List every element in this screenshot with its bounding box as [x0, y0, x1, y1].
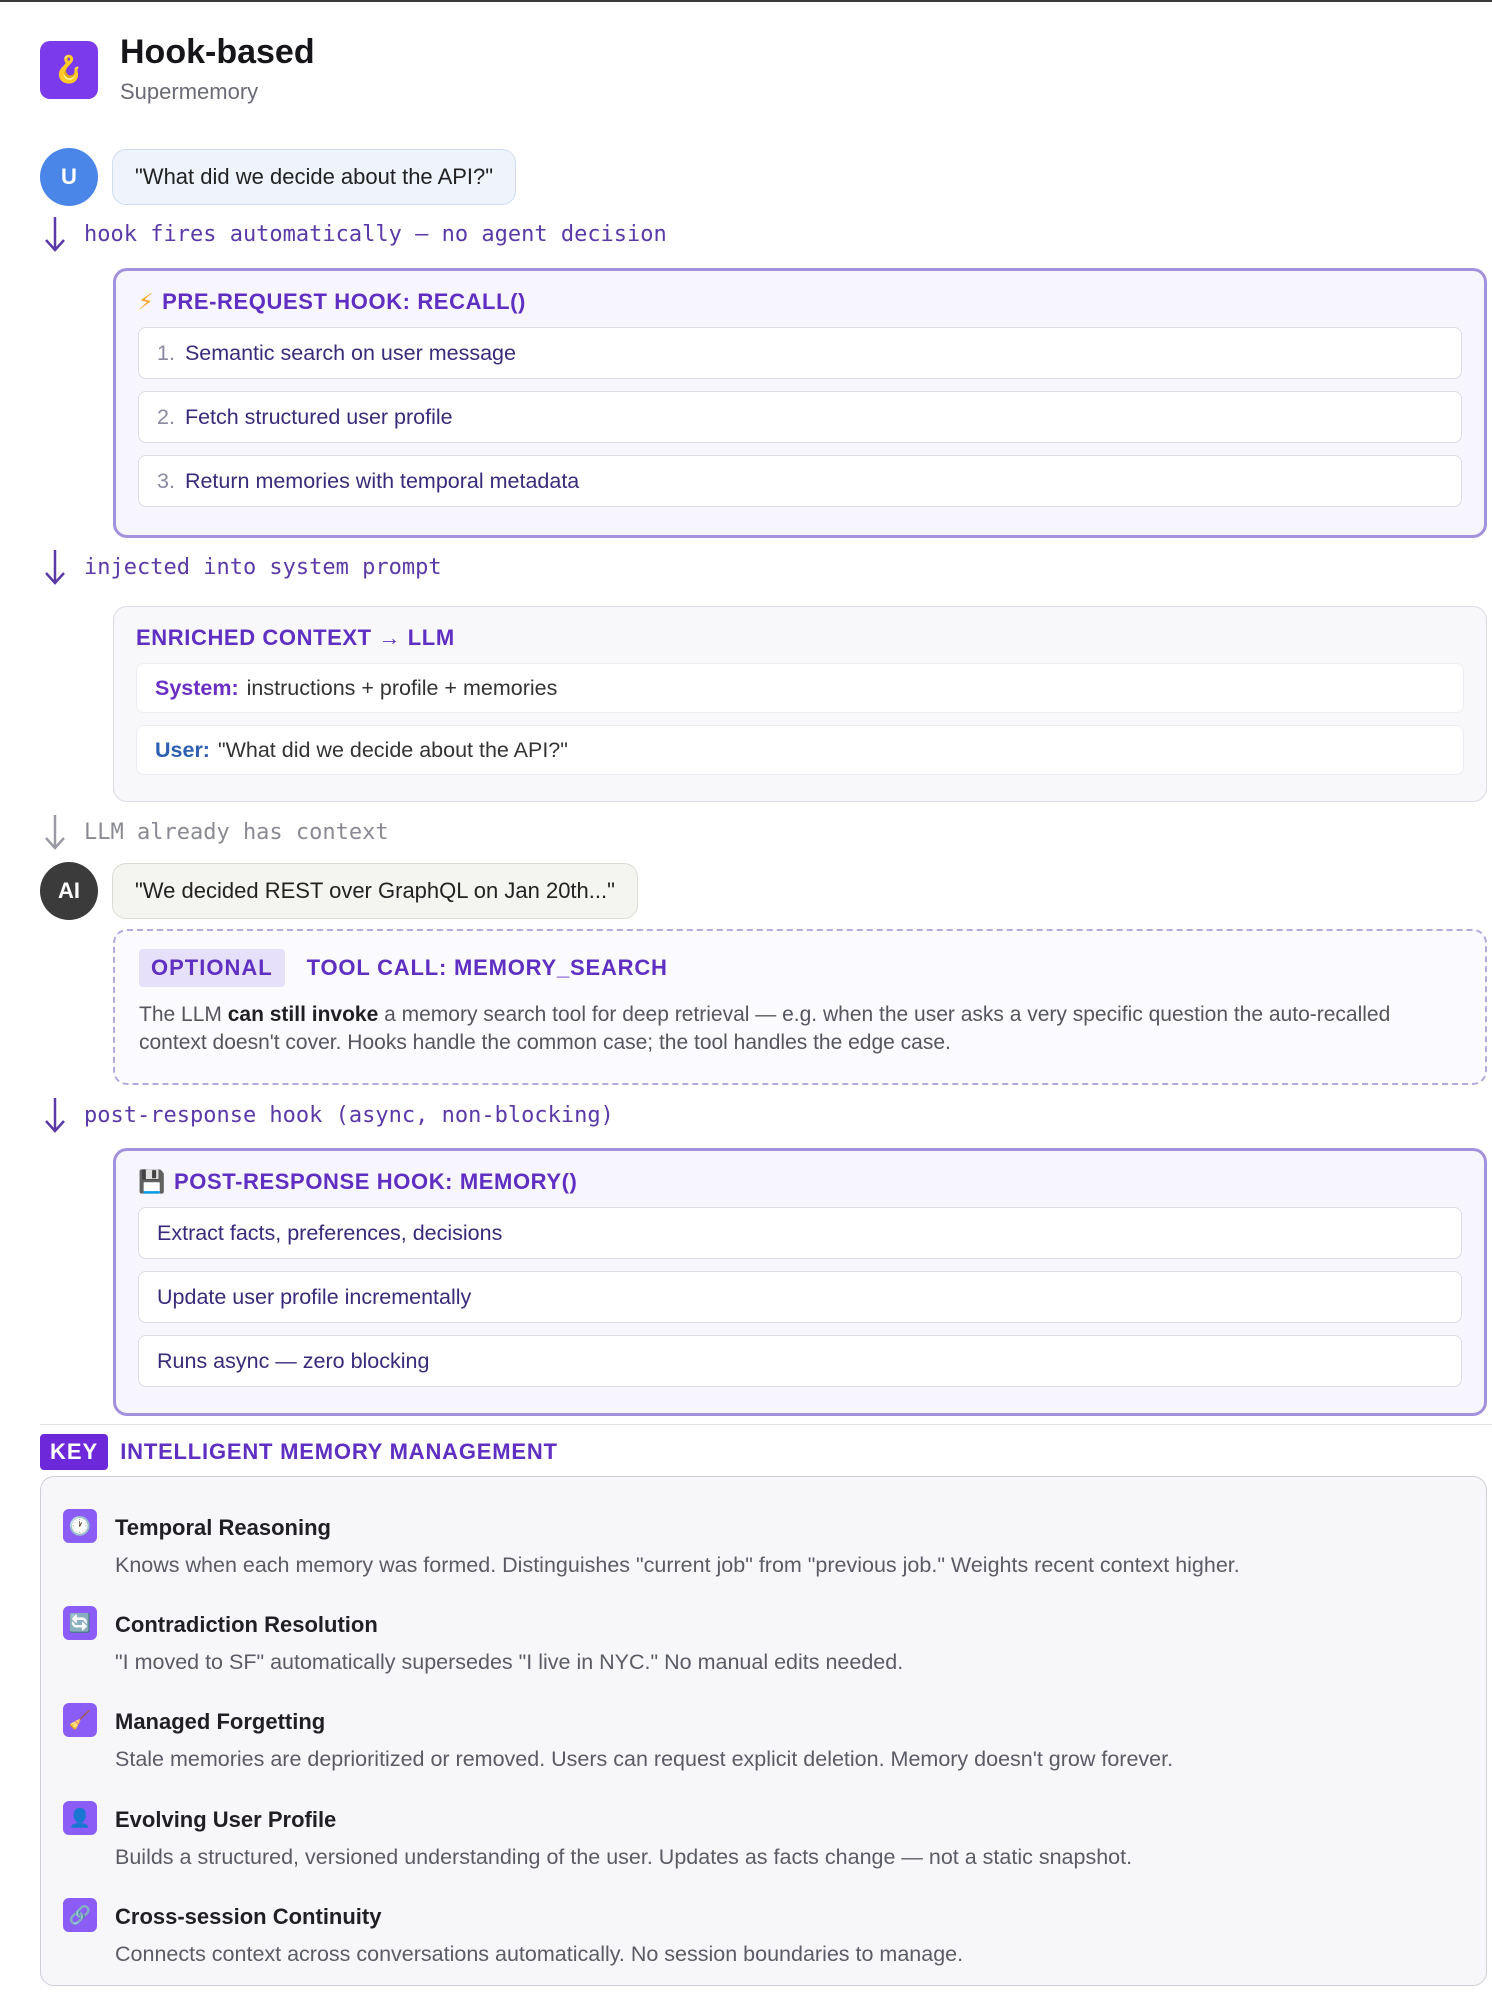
optional-badge: OPTIONAL: [139, 949, 285, 987]
user-avatar: U: [40, 148, 98, 206]
optional-description: The LLM can still invoke a memory search tool for deep retrieval — e.g. when the user asks a very specific question the auto-recalled context doesn't cover. Hooks handle the common case; the tool handles the edge case.: [139, 1003, 1391, 1055]
step-number: 2.: [157, 404, 175, 429]
user-silhouette-icon: 👤: [63, 1801, 97, 1835]
feature-title: Cross-session Continuity: [115, 1904, 382, 1929]
pre-hook-step: [138, 327, 1462, 379]
ai-avatar: AI: [40, 862, 98, 920]
clock-icon: 🕐: [63, 1509, 97, 1543]
feature-title: Temporal Reasoning: [115, 1515, 331, 1540]
page-subtitle: Supermemory: [120, 79, 259, 105]
feature-description: "I moved to SF" automatically supersedes "I live in NYC." No manual edits needed.: [115, 1650, 904, 1674]
pre-hook-step: [138, 391, 1462, 443]
connector-llm-context: [40, 812, 389, 852]
feature-title: Contradiction Resolution: [115, 1612, 378, 1637]
post-response-hook-box: [113, 1148, 1487, 1416]
page-header: [40, 34, 315, 105]
post-hook-step: [138, 1207, 1462, 1259]
feature-description: Knows when each memory was formed. Distinguishes "current job" from "previous job." Weights recent context higher.: [115, 1553, 1240, 1577]
optional-title: TOOL CALL: MEMORY_SEARCH: [306, 955, 668, 980]
ai-message-bubble: "We decided REST over GraphQL on Jan 20th...": [112, 863, 638, 919]
user-message-bubble: "What did we decide about the API?": [112, 149, 516, 205]
down-arrow-icon: [40, 1095, 70, 1135]
pre-hook-title: PRE-REQUEST HOOK: RECALL(): [162, 289, 526, 314]
key-header: [40, 1434, 558, 1470]
ai-message-row: [40, 862, 638, 920]
connector-label: hook fires automatically — no agent decision: [84, 221, 667, 247]
down-arrow-icon: [40, 812, 70, 852]
post-hook-step: [138, 1335, 1462, 1387]
key-badge: KEY: [40, 1434, 108, 1470]
down-arrow-icon: [40, 547, 70, 587]
broom-icon: 🧹: [63, 1703, 97, 1737]
refresh-icon: 🔄: [63, 1606, 97, 1640]
user-label: User:: [155, 737, 210, 762]
hook-icon: 🪝: [40, 41, 98, 99]
user-text: "What did we decide about the API?": [217, 737, 568, 762]
system-label: System:: [155, 675, 239, 700]
feature-title: Evolving User Profile: [115, 1807, 337, 1832]
pre-request-hook-box: [113, 268, 1487, 538]
user-message-row: [40, 148, 516, 206]
pre-hook-step: [138, 455, 1462, 507]
key-features-box: [40, 1476, 1487, 1986]
feature-title: Managed Forgetting: [115, 1709, 326, 1734]
step-text: Semantic search on user message: [184, 340, 516, 365]
post-hook-step: [138, 1271, 1462, 1323]
lightning-icon: ⚡: [138, 289, 155, 314]
enriched-context-box: [113, 606, 1487, 802]
connector-post-response: [40, 1095, 614, 1135]
step-text: Update user profile incrementally: [157, 1284, 472, 1309]
step-text: Runs async — zero blocking: [157, 1348, 430, 1373]
down-arrow-icon: [40, 214, 70, 254]
connector-label: LLM already has context: [84, 819, 389, 845]
step-text: Extract facts, preferences, decisions: [157, 1220, 503, 1245]
step-number: 3.: [157, 468, 175, 493]
system-line: [136, 663, 1464, 713]
context-title: ENRICHED CONTEXT → LLM: [136, 625, 455, 650]
step-number: 1.: [157, 340, 175, 365]
step-text: Fetch structured user profile: [184, 404, 453, 429]
page-title: Hook-based: [120, 33, 315, 71]
feature-description: Builds a structured, versioned understanding of the user. Updates as facts change — not a static snapshot.: [115, 1845, 1133, 1869]
feature-description: Stale memories are deprioritized or removed. Users can request explicit deletion. Memory doesn't grow forever.: [115, 1747, 1174, 1771]
optional-tool-call-box: [113, 929, 1487, 1085]
connector-label: injected into system prompt: [84, 554, 442, 580]
connector-injected: [40, 547, 442, 587]
system-text: instructions + profile + memories: [246, 675, 558, 700]
section-divider: [40, 1424, 1492, 1425]
post-hook-title: POST-RESPONSE HOOK: MEMORY(): [174, 1169, 578, 1194]
connector-label: post-response hook (async, non-blocking): [84, 1102, 614, 1128]
key-title: INTELLIGENT MEMORY MANAGEMENT: [120, 1439, 558, 1464]
user-line: [136, 725, 1464, 775]
link-icon: 🔗: [63, 1898, 97, 1932]
connector-hook-fires: [40, 214, 667, 254]
feature-description: Connects context across conversations automatically. No session boundaries to manage.: [115, 1942, 964, 1966]
step-text: Return memories with temporal metadata: [184, 468, 580, 493]
floppy-disk-icon: 💾: [138, 1169, 166, 1194]
